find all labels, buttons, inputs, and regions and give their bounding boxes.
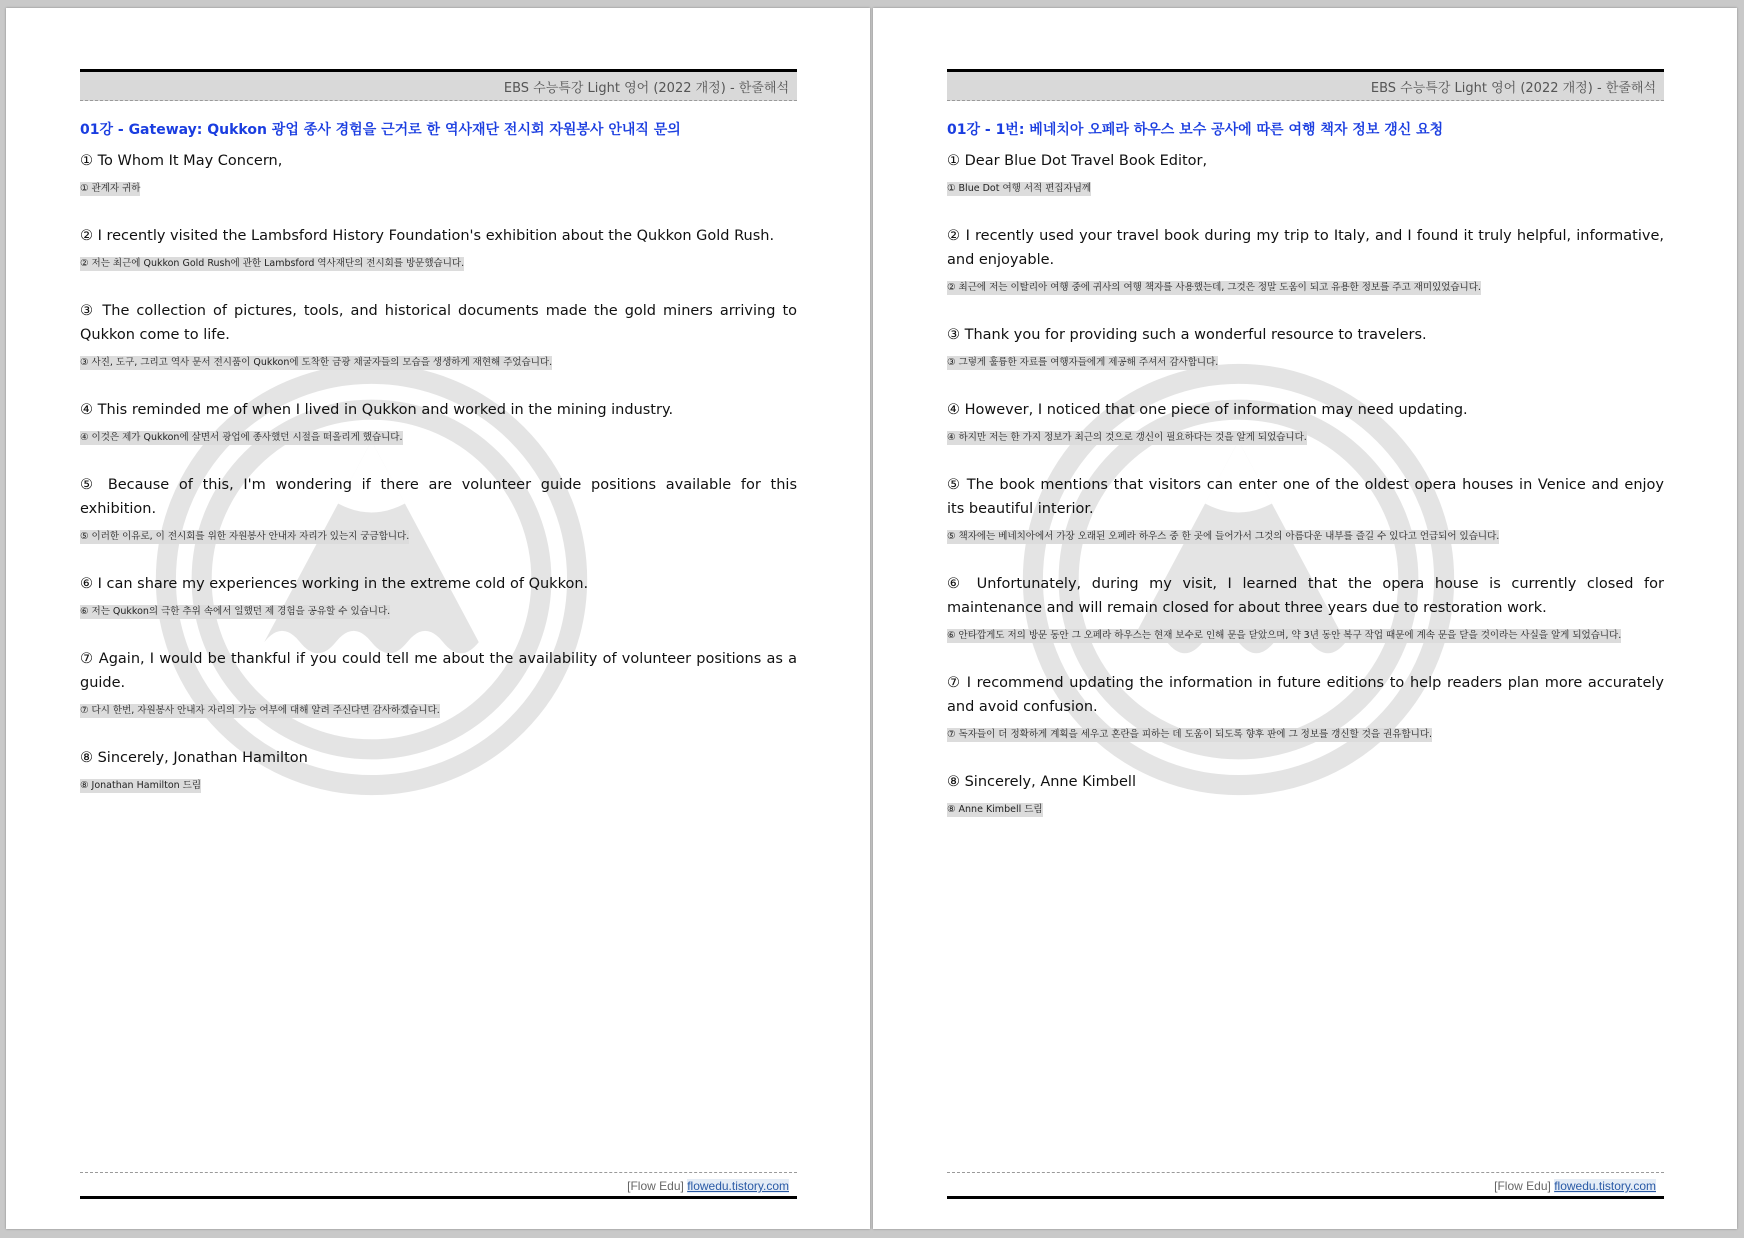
english-sentence: ① Dear Blue Dot Travel Book Editor,	[947, 153, 1208, 169]
korean-translation: ⑦ 다시 한번, 자원봉사 안내자 자리의 가능 여부에 대해 알려 주신다면 감사하겠습니다.	[80, 705, 440, 716]
sentence-item	[947, 398, 1664, 445]
english-sentence: ③ Thank you for providing such a wonderful resource to travelers.	[947, 327, 1427, 343]
sentence-list	[80, 149, 797, 793]
sentence-item	[80, 647, 797, 718]
korean-translation: ② 최근에 저는 이탈리아 여행 중에 귀사의 여행 책자를 사용했는데, 그것은 정말 도움이 되고 유용한 정보를 주고 재미있었습니다.	[947, 282, 1481, 293]
page-footer	[80, 1172, 797, 1199]
sentence-list	[947, 149, 1664, 817]
footer-rule	[947, 1196, 1664, 1199]
sentence-item	[947, 671, 1664, 742]
korean-translation: ③ 그렇게 훌륭한 자료를 여행자들에게 제공해 주셔서 감사합니다.	[947, 357, 1219, 368]
sentence-item	[947, 149, 1664, 196]
english-sentence: ② I recently visited the Lambsford History Foundation's exhibition about the Qukkon Gold Rush.	[80, 228, 775, 244]
page-header	[80, 69, 797, 101]
korean-translation: ⑥ 안타깝게도 저의 방문 동안 그 오페라 하우스는 현재 보수로 인해 문을 닫았으며, 약 3년 동안 복구 작업 때문에 계속 문을 닫을 것이라는 사실을 알게 되었습니다.	[947, 630, 1622, 641]
korean-translation: ⑤ 이러한 이유로, 이 전시회를 위한 자원봉사 안내자 자리가 있는지 궁금합니다.	[80, 531, 410, 542]
korean-translation: ⑧ Jonathan Hamilton 드림	[80, 780, 202, 791]
footer-link[interactable]: flowedu.tistory.com	[687, 1179, 789, 1193]
english-sentence: ⑦ I recommend updating the information in future editions to help readers plan more accurately and avoid confusion.	[947, 675, 1664, 715]
footer-label: [Flow Edu]	[627, 1179, 684, 1193]
footer-link[interactable]: flowedu.tistory.com	[1554, 1179, 1656, 1193]
korean-translation: ⑦ 독자들이 더 정확하게 계획을 세우고 혼란을 피하는 데 도움이 되도록 향후 판에 그 정보를 갱신할 것을 권유합니다.	[947, 729, 1433, 740]
english-sentence: ⑧ Sincerely, Jonathan Hamilton	[80, 750, 308, 766]
footer-label: [Flow Edu]	[1494, 1179, 1551, 1193]
page-footer	[947, 1172, 1664, 1199]
sentence-item	[947, 224, 1664, 295]
english-sentence: ② I recently used your travel book during my trip to Italy, and I found it truly helpful, informative, and enjoyable.	[947, 228, 1664, 268]
sentence-item	[80, 746, 797, 793]
sentence-item	[947, 473, 1664, 544]
english-sentence: ① To Whom It May Concern,	[80, 153, 283, 169]
korean-translation: ⑥ 저는 Qukkon의 극한 추위 속에서 일했던 제 경험을 공유할 수 있습니다.	[80, 606, 391, 617]
korean-translation: ⑧ Anne Kimbell 드림	[947, 804, 1043, 815]
english-sentence: ⑤ The book mentions that visitors can enter one of the oldest opera houses in Venice and enjoy its beautiful interior.	[947, 477, 1664, 517]
sentence-item	[80, 572, 797, 619]
sentence-item	[80, 149, 797, 196]
english-sentence: ⑤ Because of this, I'm wondering if there are volunteer guide positions available for this exhibition.	[80, 477, 797, 517]
header-text: EBS 수능특강 Light 영어 (2022 개정) - 한줄해석	[1370, 81, 1656, 96]
korean-translation: ④ 하지만 저는 한 가지 정보가 최근의 것으로 갱신이 필요하다는 것을 알게 되었습니다.	[947, 432, 1307, 443]
header-text: EBS 수능특강 Light 영어 (2022 개정) - 한줄해석	[503, 81, 789, 96]
sentence-item	[80, 224, 797, 271]
sentence-item	[80, 398, 797, 445]
sentence-item	[947, 323, 1664, 370]
footer-credit	[947, 1173, 1664, 1196]
korean-translation: ③ 사진, 도구, 그리고 역사 문서 전시품이 Qukkon에 도착한 금광 채굴자들의 모습을 생생하게 재현해 주었습니다.	[80, 357, 553, 368]
korean-translation: ④ 이것은 제가 Qukkon에 살면서 광업에 종사했던 시절을 떠올리게 했습니다.	[80, 432, 403, 443]
lesson-title: 01강 - 1번: 베네치아 오페라 하우스 보수 공사에 따른 여행 책자 정보 갱신 요청	[947, 122, 1444, 138]
sentence-item	[80, 473, 797, 544]
footer-rule	[80, 1196, 797, 1199]
page-content	[947, 69, 1664, 1199]
page-content	[80, 69, 797, 1199]
korean-translation: ① Blue Dot 여행 서적 편집자님께	[947, 183, 1092, 194]
korean-translation: ② 저는 최근에 Qukkon Gold Rush에 관한 Lambsford 역사재단의 전시회를 방문했습니다.	[80, 258, 465, 269]
english-sentence: ⑥ Unfortunately, during my visit, I learned that the opera house is currently closed for maintenance and will remain closed for about three years due to restoration work.	[947, 576, 1664, 616]
english-sentence: ④ However, I noticed that one piece of information may need updating.	[947, 402, 1468, 418]
lesson-title: 01강 - Gateway: Qukkon 광업 종사 경험을 근거로 한 역사재단 전시회 자원봉사 안내직 문의	[80, 122, 681, 138]
page-2	[873, 8, 1737, 1229]
page-header	[947, 69, 1664, 101]
korean-translation: ① 관계자 귀하	[80, 183, 141, 194]
korean-translation: ⑤ 책자에는 베네치아에서 가장 오래된 오페라 하우스 중 한 곳에 들어가서 그것의 아름다운 내부를 즐길 수 있다고 언급되어 있습니다.	[947, 531, 1500, 542]
english-sentence: ④ This reminded me of when I lived in Qukkon and worked in the mining industry.	[80, 402, 674, 418]
page-1	[6, 8, 870, 1229]
sentence-item	[80, 299, 797, 370]
sentence-item	[947, 770, 1664, 817]
sentence-item	[947, 572, 1664, 643]
english-sentence: ③ The collection of pictures, tools, and historical documents made the gold miners arriving to Qukkon come to life.	[80, 303, 797, 343]
english-sentence: ⑦ Again, I would be thankful if you could tell me about the availability of volunteer positions as a guide.	[80, 651, 797, 691]
english-sentence: ⑥ I can share my experiences working in the extreme cold of Qukkon.	[80, 576, 589, 592]
footer-credit	[80, 1173, 797, 1196]
english-sentence: ⑧ Sincerely, Anne Kimbell	[947, 774, 1136, 790]
